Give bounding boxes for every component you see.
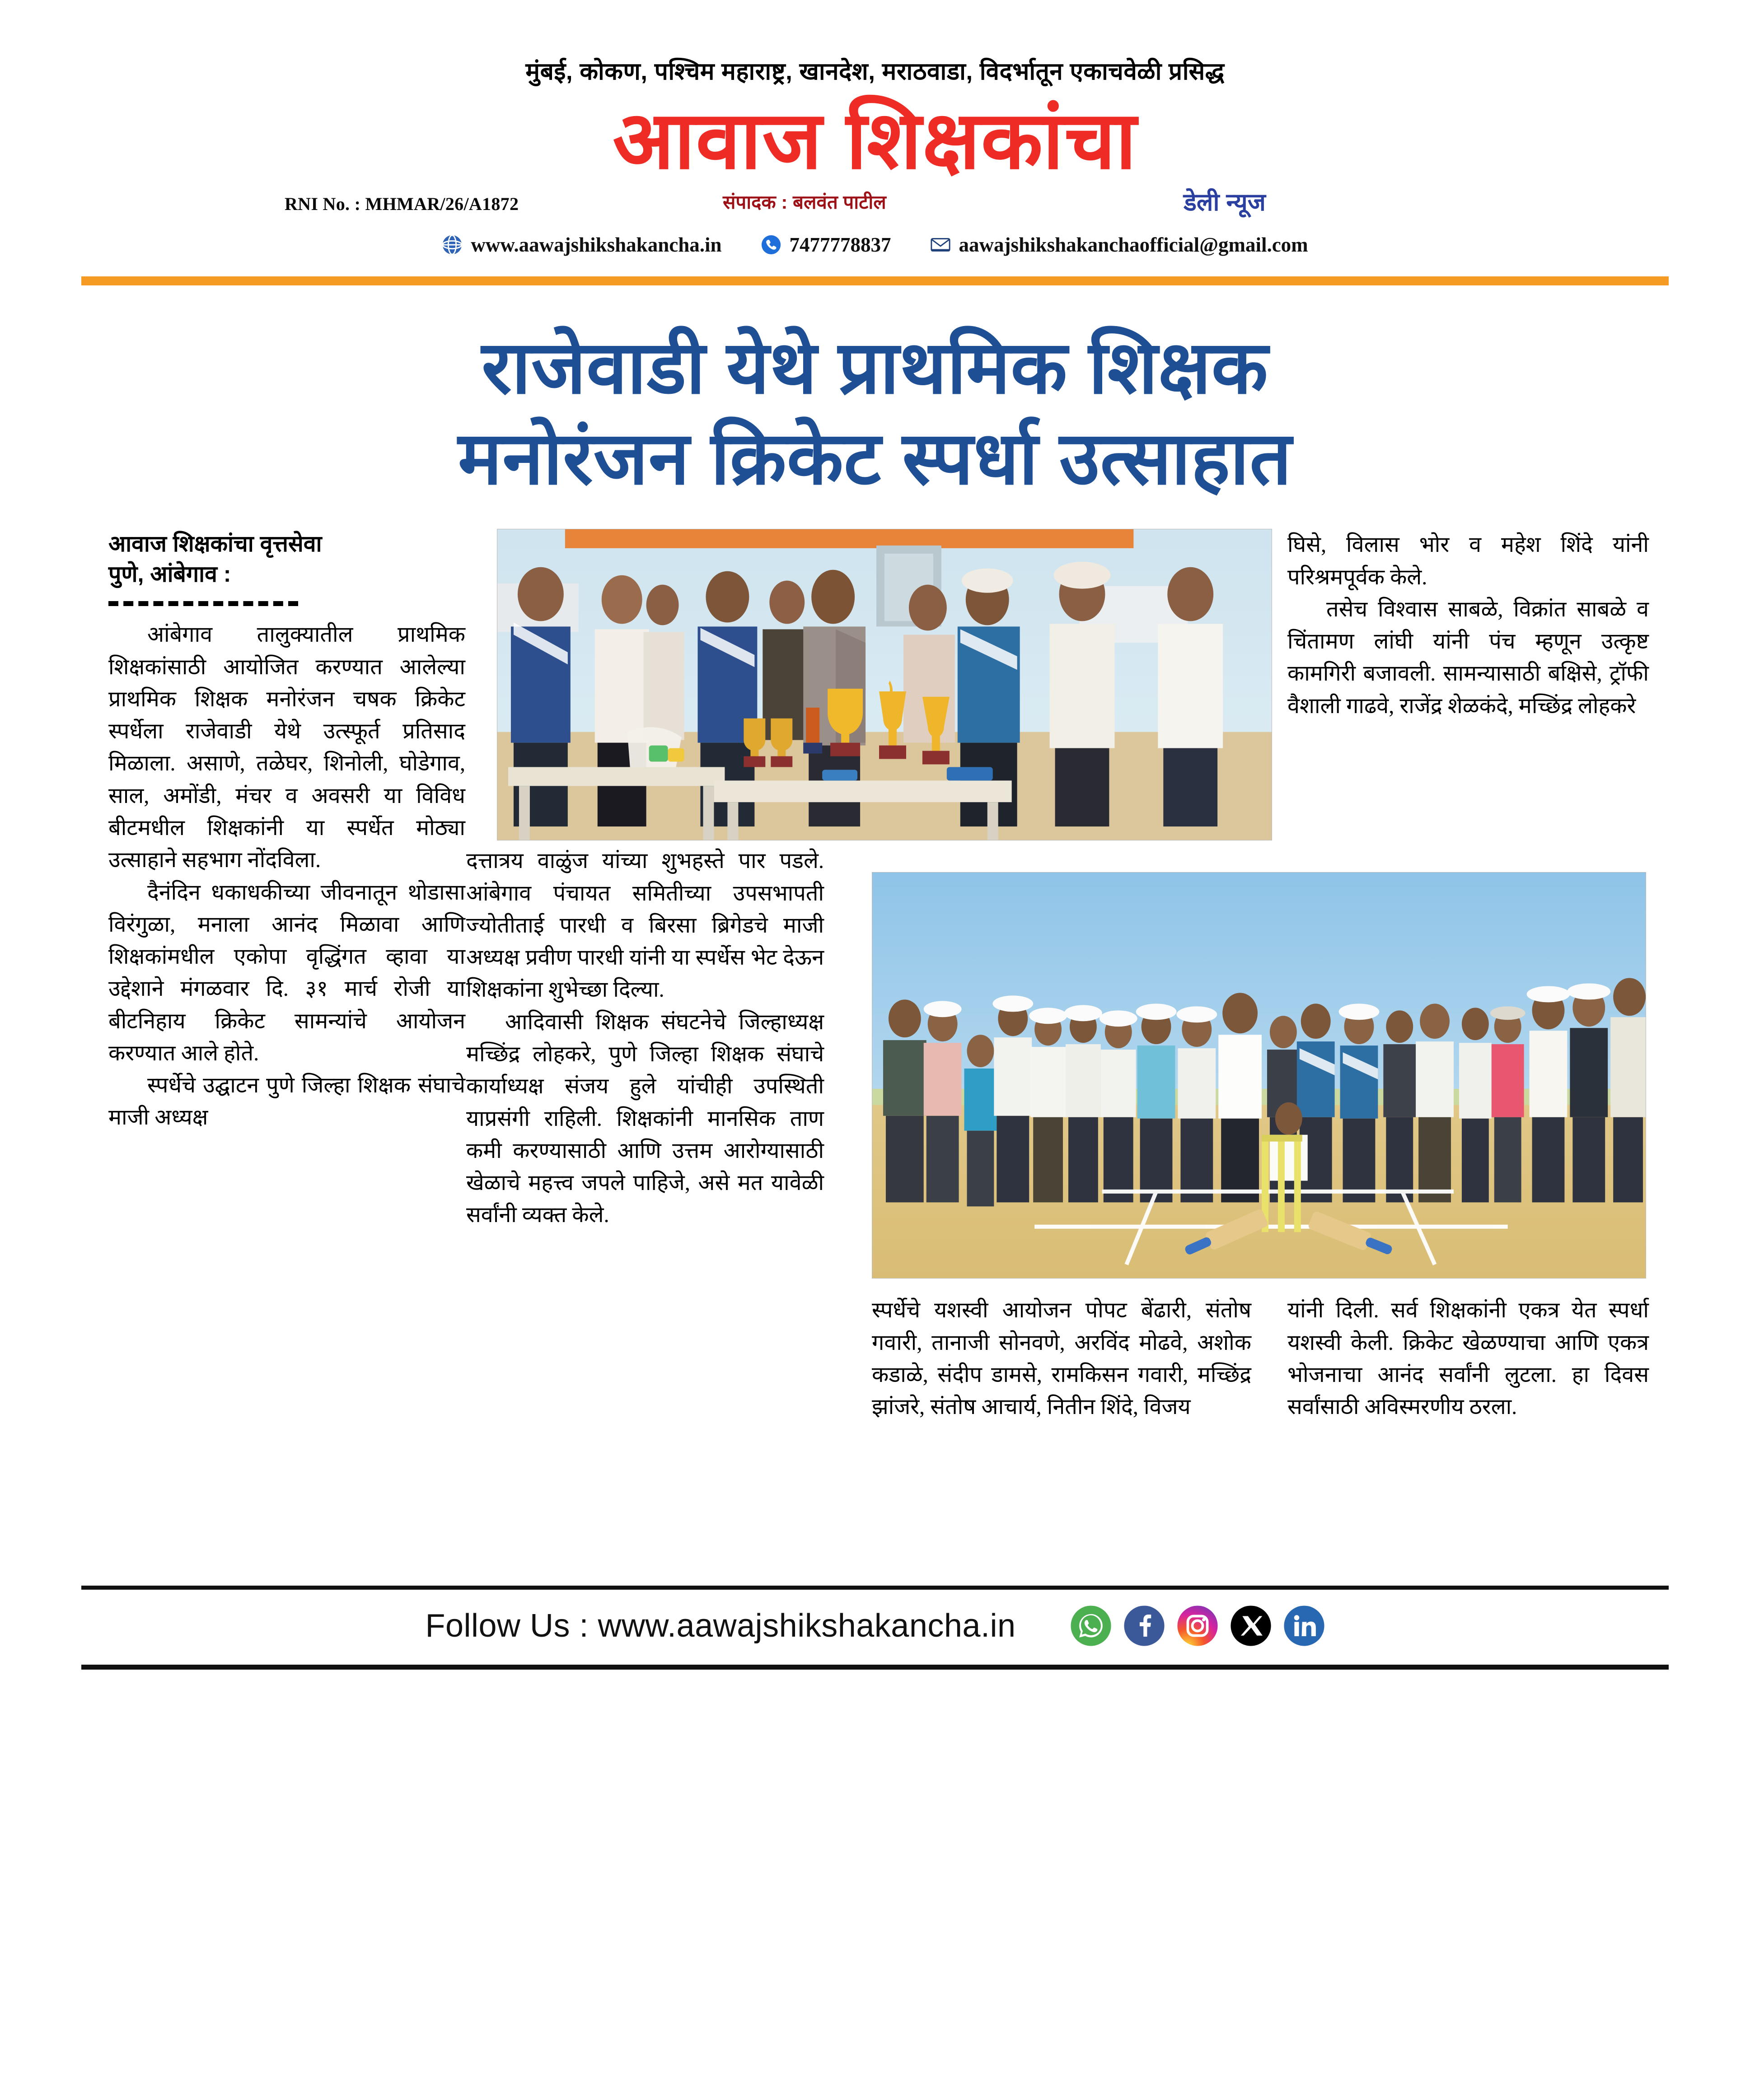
article-column-5 bbox=[1287, 1294, 1649, 1423]
phone-text: 7477778837 bbox=[789, 233, 891, 257]
website-contact[interactable] bbox=[442, 233, 721, 257]
masthead-title-wrap bbox=[90, 95, 1660, 186]
email-contact[interactable] bbox=[930, 233, 1308, 257]
article-body bbox=[0, 529, 1750, 1586]
social-icons-row bbox=[1070, 1605, 1325, 1647]
article-paragraph: स्पर्धेचे यशस्वी आयोजन पोपट बेंढारी, संतोष गवारी, तानाजी सोनवणे, अरविंद मोढवे, अशोक कडाळे, संदीप डामसे, रामकिसन गवारी, मच्छिंद्र झांजरे, संतोष आचार्य, नितीन शिंदे, विजय bbox=[872, 1298, 1251, 1419]
phone-contact[interactable] bbox=[761, 233, 891, 257]
article-column-3 bbox=[872, 1294, 1251, 1423]
rni-number: RNI No. : MHMAR/26/A1872 bbox=[285, 194, 519, 215]
byline-service: आवाज शिक्षकांचा वृत्तसेवा bbox=[108, 531, 322, 557]
editor-name: संपादक : बलवंत पाटील bbox=[723, 191, 886, 213]
email-text: aawajshikshakanchaofficial@gmail.com bbox=[959, 233, 1308, 257]
masthead-divider bbox=[81, 276, 1669, 285]
article-paragraph: तसेच विश्वास साबळे, विक्रांत साबळे व चिंतामण लांघी यांनी पंच म्हणून उत्कृष्ट कामगिरी बजावली. सामन्यासाठी बक्षिसे, ट्रॉफी वैशाली गाढवे, राजेंद्र शेळकंदे, मच्छिंद्र लोहकरे bbox=[1287, 597, 1649, 718]
headline-line-2: मनोरंजन क्रिकेट स्पर्धा उत्साहात bbox=[458, 416, 1292, 499]
footer bbox=[0, 1590, 1750, 1658]
globe-icon bbox=[442, 234, 463, 255]
website-text: www.aawajshikshakancha.in bbox=[471, 233, 722, 257]
footer-bottom-rule bbox=[81, 1665, 1669, 1670]
mail-icon bbox=[930, 234, 951, 255]
article-column-1 bbox=[108, 529, 465, 1134]
facebook-icon[interactable] bbox=[1123, 1605, 1165, 1647]
daily-news-label: डेली न्यूज bbox=[1184, 189, 1266, 216]
masthead-meta-row bbox=[90, 183, 1660, 223]
contact-row bbox=[90, 233, 1660, 265]
footer-top-rule bbox=[81, 1586, 1669, 1590]
cricket-pitch-group-photo bbox=[872, 872, 1646, 1279]
follow-us-text: Follow Us : www.aawajshikshakancha.in bbox=[425, 1608, 1016, 1644]
article-column-4 bbox=[1287, 529, 1649, 722]
masthead bbox=[0, 0, 1750, 265]
headline-line-1: राजेवाडी येथे प्राथमिक शिक्षक bbox=[482, 326, 1268, 409]
masthead-strapline: मुंबई, कोकण, पश्चिम महाराष्ट्र, खानदेश, मराठवाडा, विदर्भातून एकाचवेळी प्रसिद्ध bbox=[525, 58, 1225, 85]
paper-title: आवाज शिक्षकांचा bbox=[613, 95, 1137, 186]
phone-icon bbox=[761, 234, 781, 255]
page-headline bbox=[0, 285, 1750, 529]
prize-distribution-photo bbox=[497, 529, 1272, 840]
article-paragraph: आदिवासी शिक्षक संघटनेचे जिल्हाध्यक्ष मच्छिंद्र लोहकरे, पुणे जिल्हा शिक्षक संघाचे कार्याध्यक्ष संजय हुले यांचीही उपस्थिती याप्रसंगी राहिली. शिक्षकांनी मानसिक ताण कमी करण्यासाठी आणि उत्तम आरोग्यासाठी खेळाचे महत्त्व जपले पाहिजे, असे मत यावेळी सर्वांनी व्यक्त केले. bbox=[466, 1010, 824, 1227]
prize-distribution-photo-art bbox=[497, 529, 1272, 840]
article-paragraph: स्पर्धेचे उद्घाटन पुणे जिल्हा शिक्षक संघाचे माजी अध्यक्ष bbox=[108, 1073, 465, 1130]
byline-divider bbox=[108, 601, 298, 606]
article-paragraph: दैनंदिन धकाधकीच्या जीवनातून थोडासा विरंगुळा, मनाला आनंद मिळावा आणि शिक्षकांमधील एकोपा वृद्धिंगत व्हावा या उद्देशाने मंगळवार दि. ३१ मार्च रोजी या बीटनिहाय क्रिकेट सामन्यांचे आयोजन करण्यात आले होते. bbox=[108, 880, 465, 1065]
whatsapp-icon[interactable] bbox=[1070, 1605, 1112, 1647]
article-paragraph: दत्तात्रय वाळुंज यांच्या शुभहस्ते पार पडले. आंबेगाव पंचायत समितीच्या उपसभापती ज्योतीताई पारधी व बिरसा ब्रिगेडचे माजी अध्यक्ष प्रवीण पारधी यांनी या स्पर्धेस भेट देऊन शिक्षकांना शुभेच्छा दिल्या. bbox=[466, 849, 824, 1002]
byline-place: पुणे, आंबेगाव : bbox=[108, 561, 231, 587]
linkedin-icon[interactable] bbox=[1283, 1605, 1325, 1647]
article-paragraph: आंबेगाव तालुक्यातील प्राथमिक शिक्षकांसाठी आयोजित करण्यात आलेल्या प्राथमिक शिक्षक मनोरंजन चषक क्रिकेट स्पर्धेला राजेवाडी येथे उत्स्फूर्त प्रतिसाद मिळाला. असाणे, तळेघर, शिनोली, घोडेगाव, साल, अमोंडी, मंचर व अवसरी या विविध बीटमधील शिक्षकांनी या स्पर्धेत मोठ्या उत्साहाने सहभाग नोंदविला. bbox=[108, 623, 465, 873]
article-paragraph: घिसे, विलास भोर व महेश शिंदे यांनी परिश्रमपूर्वक केले. bbox=[1287, 533, 1649, 589]
article-column-2 bbox=[466, 845, 824, 1231]
byline bbox=[108, 529, 465, 589]
cricket-pitch-group-photo-art bbox=[872, 873, 1646, 1278]
x-twitter-icon[interactable] bbox=[1230, 1605, 1272, 1647]
article-paragraph: यांनी दिली. सर्व शिक्षकांनी एकत्र येत स्पर्धा यशस्वी केली. क्रिकेट खेळण्याचा आणि एकत्र भोजनाचा आनंद सर्वांनी लुटला. हा दिवस सर्वांसाठी अविस्मरणीय ठरला. bbox=[1287, 1298, 1649, 1419]
instagram-icon[interactable] bbox=[1177, 1605, 1218, 1647]
